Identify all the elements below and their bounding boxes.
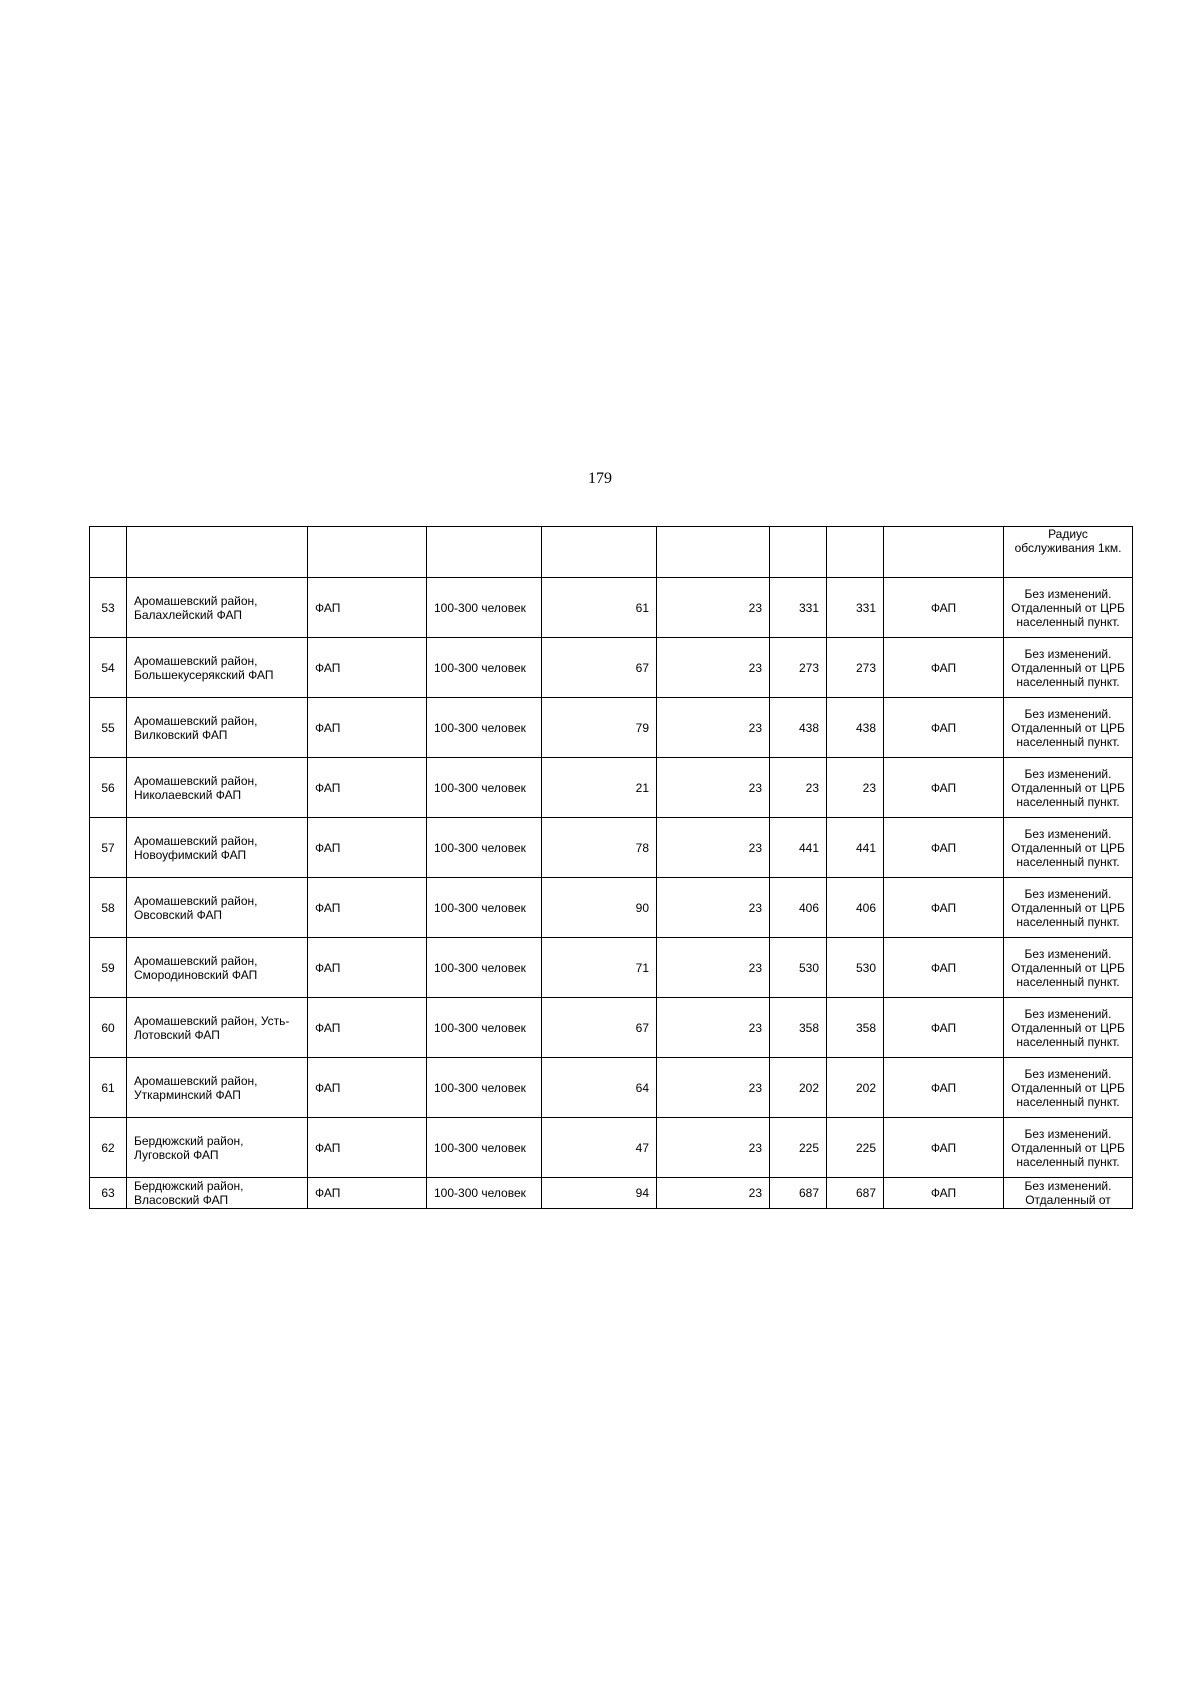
note-text: Без изменений. Отдаленный от ЦРБ населенный пункт. — [1011, 646, 1125, 689]
table-header-continuation-row — [90, 527, 1133, 578]
value-2-cell: 23 — [657, 878, 770, 938]
facility-type-cell: ФАП — [308, 878, 427, 938]
table-cell — [827, 527, 884, 578]
table-cell — [427, 527, 542, 578]
table-row — [90, 638, 1133, 698]
facility-type-cell: ФАП — [308, 698, 427, 758]
value-3-cell: 202 — [770, 1058, 827, 1118]
value-1-cell: 90 — [542, 878, 657, 938]
note-cell — [1004, 1178, 1133, 1209]
facility-type-cell: ФАП — [308, 638, 427, 698]
note-text: Без изменений. Отдаленный от ЦРБ населенный пункт. — [1011, 706, 1125, 749]
population-cell: 100-300 человек — [427, 758, 542, 818]
value-3-cell: 358 — [770, 998, 827, 1058]
planned-type-cell: ФАП — [884, 818, 1004, 878]
note-cell — [1004, 638, 1133, 698]
table-cell — [657, 527, 770, 578]
note-text: Без изменений. Отдаленный от ЦРБ населенный пункт. — [1011, 766, 1125, 809]
table-cell — [884, 527, 1004, 578]
table-row — [90, 878, 1133, 938]
population-cell: 100-300 человек — [427, 878, 542, 938]
value-2-cell: 23 — [657, 818, 770, 878]
value-4-cell: 687 — [827, 1178, 884, 1209]
table-row — [90, 578, 1133, 638]
table-row — [90, 818, 1133, 878]
row-number-cell: 53 — [90, 578, 127, 638]
table-row — [90, 1058, 1133, 1118]
facility-name-cell: Аромашевский район, Новоуфимский ФАП — [127, 818, 308, 878]
note-cell — [1004, 1058, 1133, 1118]
table-cell — [542, 527, 657, 578]
facility-name-cell: Бердюжский район, Власовский ФАП — [127, 1178, 308, 1209]
facility-type-cell: ФАП — [308, 1178, 427, 1209]
facility-type-cell: ФАП — [308, 938, 427, 998]
row-number-cell: 54 — [90, 638, 127, 698]
table-row — [90, 758, 1133, 818]
note-text: Без изменений. Отдаленный от ЦРБ населенный пункт. — [1011, 946, 1125, 989]
value-1-cell: 47 — [542, 1118, 657, 1178]
note-cell — [1004, 938, 1133, 998]
planned-type-cell: ФАП — [884, 698, 1004, 758]
facility-type-cell: ФАП — [308, 1118, 427, 1178]
facilities-table — [89, 526, 1133, 1209]
facility-name-cell: Аромашевский район, Смородиновский ФАП — [127, 938, 308, 998]
value-2-cell: 23 — [657, 1118, 770, 1178]
planned-type-cell: ФАП — [884, 1118, 1004, 1178]
note-cell — [1004, 1118, 1133, 1178]
value-3-cell: 331 — [770, 578, 827, 638]
note-text: Без изменений. Отдаленный от — [1024, 1179, 1112, 1207]
value-2-cell: 23 — [657, 998, 770, 1058]
row-number-cell: 62 — [90, 1118, 127, 1178]
row-number-cell: 61 — [90, 1058, 127, 1118]
value-3-cell: 406 — [770, 878, 827, 938]
value-4-cell: 438 — [827, 698, 884, 758]
table-row — [90, 698, 1133, 758]
header-note-cell: Радиус обслуживания 1км. — [1004, 527, 1133, 578]
note-cell — [1004, 818, 1133, 878]
note-text: Без изменений. Отдаленный от ЦРБ населенный пункт. — [1011, 1066, 1125, 1109]
value-3-cell: 687 — [770, 1178, 827, 1209]
value-3-cell: 273 — [770, 638, 827, 698]
table-row — [90, 1178, 1133, 1209]
table-row — [90, 1118, 1133, 1178]
facility-type-cell: ФАП — [308, 758, 427, 818]
value-2-cell: 23 — [657, 758, 770, 818]
note-cell — [1004, 698, 1133, 758]
row-number-cell: 59 — [90, 938, 127, 998]
table-cell — [770, 527, 827, 578]
planned-type-cell: ФАП — [884, 938, 1004, 998]
population-cell: 100-300 человек — [427, 638, 542, 698]
note-cell — [1004, 758, 1133, 818]
facility-type-cell: ФАП — [308, 998, 427, 1058]
value-1-cell: 61 — [542, 578, 657, 638]
facility-name-cell: Бердюжский район, Луговской ФАП — [127, 1118, 308, 1178]
value-1-cell: 21 — [542, 758, 657, 818]
facility-name-cell: Аромашевский район, Николаевский ФАП — [127, 758, 308, 818]
population-cell: 100-300 человек — [427, 818, 542, 878]
value-4-cell: 331 — [827, 578, 884, 638]
value-2-cell: 23 — [657, 1178, 770, 1209]
population-cell: 100-300 человек — [427, 998, 542, 1058]
table-row — [90, 938, 1133, 998]
value-4-cell: 406 — [827, 878, 884, 938]
facility-type-cell: ФАП — [308, 578, 427, 638]
value-3-cell: 438 — [770, 698, 827, 758]
row-number-cell: 63 — [90, 1178, 127, 1209]
table-cell — [90, 527, 127, 578]
value-4-cell: 202 — [827, 1058, 884, 1118]
row-number-cell: 58 — [90, 878, 127, 938]
facility-name-cell: Аромашевский район, Балахлейский ФАП — [127, 578, 308, 638]
planned-type-cell: ФАП — [884, 878, 1004, 938]
note-cell — [1004, 578, 1133, 638]
value-1-cell: 71 — [542, 938, 657, 998]
value-4-cell: 23 — [827, 758, 884, 818]
population-cell: 100-300 человек — [427, 698, 542, 758]
value-1-cell: 67 — [542, 638, 657, 698]
facility-name-cell: Аромашевский район, Овсовский ФАП — [127, 878, 308, 938]
row-number-cell: 56 — [90, 758, 127, 818]
planned-type-cell: ФАП — [884, 758, 1004, 818]
value-2-cell: 23 — [657, 698, 770, 758]
table-cell — [308, 527, 427, 578]
population-cell: 100-300 человек — [427, 1178, 542, 1209]
facility-name-cell: Аромашевский район, Усть-Лотовский ФАП — [127, 998, 308, 1058]
row-number-cell: 55 — [90, 698, 127, 758]
row-number-cell: 60 — [90, 998, 127, 1058]
value-1-cell: 78 — [542, 818, 657, 878]
note-text: Без изменений. Отдаленный от ЦРБ населенный пункт. — [1011, 586, 1125, 629]
facility-type-cell: ФАП — [308, 818, 427, 878]
table-cell — [127, 527, 308, 578]
value-4-cell: 441 — [827, 818, 884, 878]
population-cell: 100-300 человек — [427, 938, 542, 998]
value-2-cell: 23 — [657, 578, 770, 638]
planned-type-cell: ФАП — [884, 578, 1004, 638]
value-1-cell: 79 — [542, 698, 657, 758]
facility-type-cell: ФАП — [308, 1058, 427, 1118]
value-4-cell: 273 — [827, 638, 884, 698]
facility-name-cell: Аромашевский район, Уткарминский ФАП — [127, 1058, 308, 1118]
value-2-cell: 23 — [657, 938, 770, 998]
value-3-cell: 441 — [770, 818, 827, 878]
value-2-cell: 23 — [657, 1058, 770, 1118]
note-text: Без изменений. Отдаленный от ЦРБ населенный пункт. — [1011, 886, 1125, 929]
planned-type-cell: ФАП — [884, 998, 1004, 1058]
value-3-cell: 225 — [770, 1118, 827, 1178]
note-cell — [1004, 998, 1133, 1058]
value-3-cell: 530 — [770, 938, 827, 998]
planned-type-cell: ФАП — [884, 1178, 1004, 1209]
value-1-cell: 64 — [542, 1058, 657, 1118]
value-4-cell: 358 — [827, 998, 884, 1058]
value-3-cell: 23 — [770, 758, 827, 818]
value-1-cell: 67 — [542, 998, 657, 1058]
value-2-cell: 23 — [657, 638, 770, 698]
note-cell — [1004, 878, 1133, 938]
planned-type-cell: ФАП — [884, 638, 1004, 698]
note-text: Без изменений. Отдаленный от ЦРБ населенный пункт. — [1011, 1126, 1125, 1169]
table-row — [90, 998, 1133, 1058]
population-cell: 100-300 человек — [427, 1118, 542, 1178]
facility-name-cell: Аромашевский район, Вилковский ФАП — [127, 698, 308, 758]
value-4-cell: 530 — [827, 938, 884, 998]
population-cell: 100-300 человек — [427, 1058, 542, 1118]
note-text: Без изменений. Отдаленный от ЦРБ населенный пункт. — [1011, 1006, 1125, 1049]
population-cell: 100-300 человек — [427, 578, 542, 638]
note-text: Без изменений. Отдаленный от ЦРБ населенный пункт. — [1011, 826, 1125, 869]
page-number: 179 — [588, 470, 612, 487]
planned-type-cell: ФАП — [884, 1058, 1004, 1118]
row-number-cell: 57 — [90, 818, 127, 878]
value-4-cell: 225 — [827, 1118, 884, 1178]
value-1-cell: 94 — [542, 1178, 657, 1209]
facility-name-cell: Аромашевский район, Большекусерякский ФАП — [127, 638, 308, 698]
